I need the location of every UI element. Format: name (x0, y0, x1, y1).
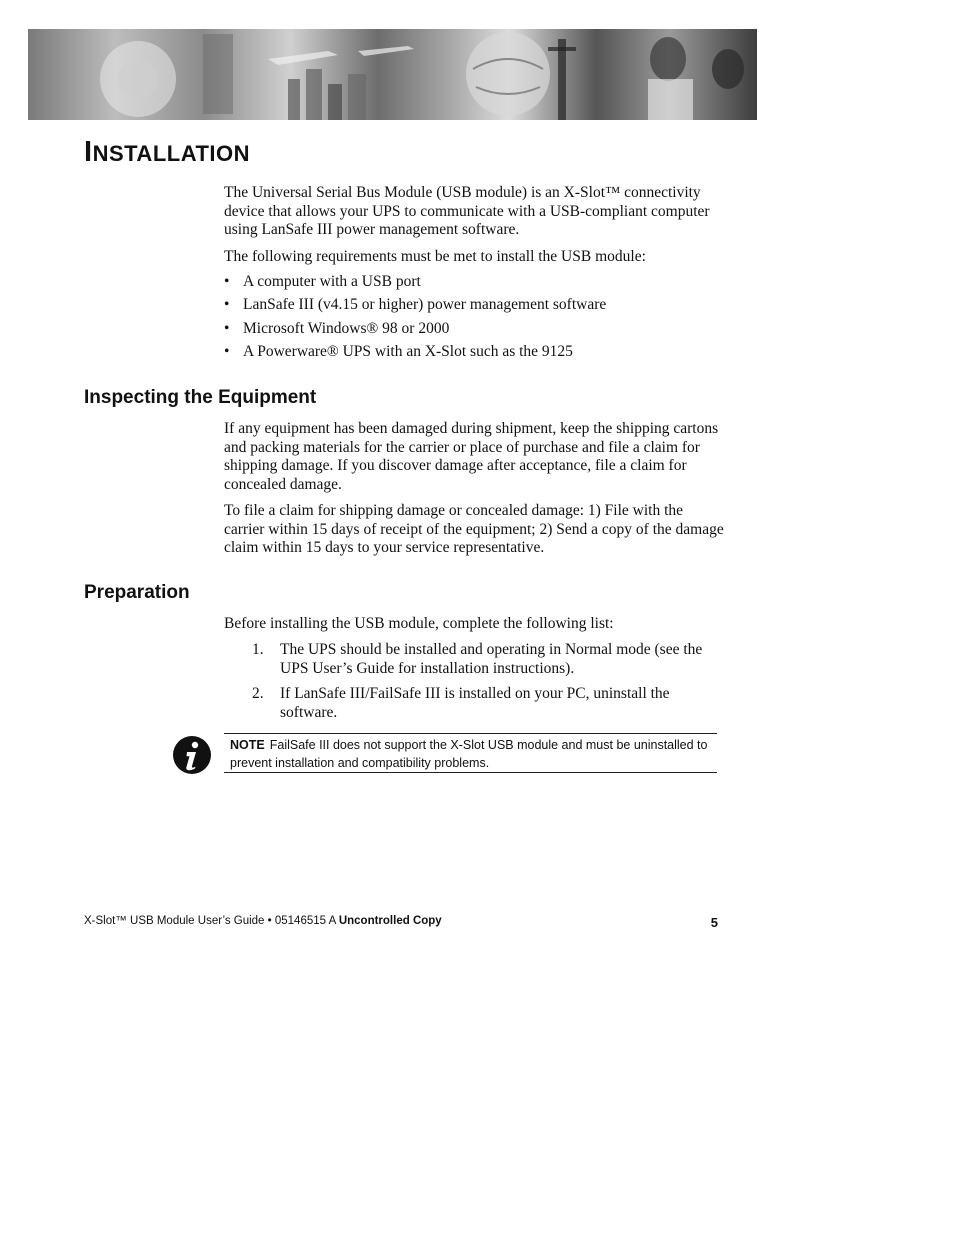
list-item: • Microsoft Windows® 98 or 2000 (224, 320, 606, 343)
note-label: NOTE (230, 738, 265, 752)
list-item (252, 641, 722, 678)
intro-paragraph: The Universal Serial Bus Module (USB module) is an X-Slot™ connectivity device that allows your UPS to communicate with a USB-compliant computer using LanSafe III power management software. (224, 184, 710, 239)
header-banner-image (28, 29, 757, 120)
step-number: 2. (252, 685, 264, 703)
chapter-title (84, 136, 250, 169)
inspecting-paragraph-1: If any equipment has been damaged during shipment, keep the shipping cartons and packing materials for the carrier or place of purchase and file a claim for shipping damage. If you discover damage after acceptance, file a claim for concealed damage. (224, 420, 719, 494)
section-heading-preparation: Preparation (84, 582, 190, 603)
step-text: The UPS should be installed and operating in Normal mode (see the UPS User’s Guide for installation instructions). (280, 641, 703, 677)
banner-collage-graphic (28, 29, 757, 120)
note-box (224, 733, 717, 773)
section-heading-inspecting: Inspecting the Equipment (84, 387, 317, 408)
note-text: FailSafe III does not support the X-Slot USB module and must be uninstalled to prevent installation and compatibility problems. (230, 738, 708, 770)
page-footer (84, 915, 718, 930)
page-number: 5 (710, 915, 718, 930)
list-item: • A computer with a USB port (224, 273, 606, 296)
info-icon (172, 735, 212, 775)
footer-document-info: X-Slot™ USB Module User’s Guide • 05146515 A (84, 915, 339, 927)
requirements-list (224, 273, 606, 366)
chapter-title-rest: NSTALLATION (92, 141, 250, 166)
preparation-steps (252, 641, 722, 730)
list-item (252, 685, 722, 722)
list-item: • LanSafe III (v4.15 or higher) power management software (224, 296, 606, 319)
preparation-paragraph: Before installing the USB module, complete the following list: (224, 615, 614, 632)
requirements-intro: The following requirements must be met to install the USB module: (224, 248, 646, 265)
step-number: 1. (252, 641, 264, 658)
list-item: • A Powerware® UPS with an X-Slot such as the 9125 (224, 343, 606, 366)
step-text: If LanSafe III/FailSafe III is installed on your PC, uninstall the software. (280, 685, 670, 722)
footer-copy-status: Uncontrolled Copy (338, 915, 442, 927)
inspecting-paragraph-2: To file a claim for shipping damage or concealed damage: 1) File with the carrier within 15 days of receipt of the equipment; 2) Send a copy of the damage claim within 15 days to your service representative. (224, 502, 724, 557)
chapter-title-initial: I (84, 136, 93, 168)
